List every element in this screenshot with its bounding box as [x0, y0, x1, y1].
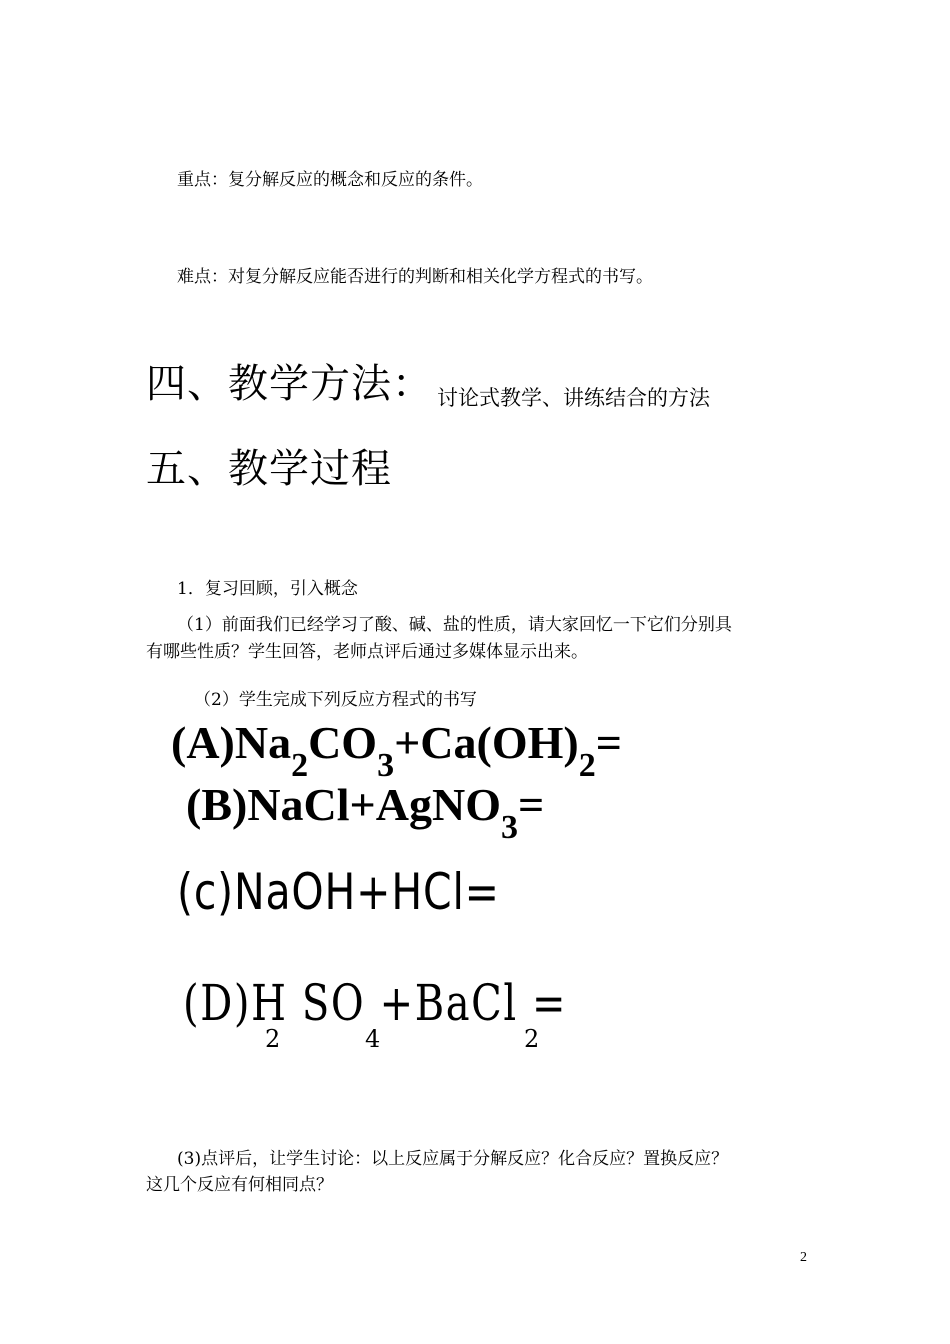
- difficulty-text: 难点：对复分解反应能否进行的判断和相关化学方程式的书写。: [177, 267, 653, 287]
- paragraph1-line1: （1）前面我们已经学习了酸、碱、盐的性质，请大家回忆一下它们分别具: [177, 615, 732, 635]
- focus-text: 重点：复分解反应的概念和反应的条件。: [177, 170, 483, 190]
- section4-heading: 四、教学方法：: [146, 361, 433, 407]
- equation-a: $(A)Na_2CO_3+Ca(OH)_2=$: [171, 717, 622, 784]
- equation-d: (D)H SO +BaCl =: [183, 974, 568, 1032]
- section5-heading: 五、教学过程: [146, 446, 392, 492]
- paragraph1-line2: 有哪些性质？学生回答，老师点评后通过多媒体显示出来。: [146, 642, 588, 662]
- equation-d-subscript-2: 4: [365, 1025, 381, 1053]
- paragraph3-line1: (3)点评后，让学生讨论：以上反应属于分解反应？化合反应？置换反应？: [177, 1149, 729, 1169]
- step1-title: 1．复习回顾，引入概念: [177, 579, 358, 599]
- equation-d-subscript-1: 2: [265, 1025, 281, 1053]
- equation-d-subscript-3: 2: [524, 1025, 540, 1053]
- paragraph3-line2: 这几个反应有何相同点？: [146, 1175, 333, 1195]
- page-number: 2: [800, 1250, 807, 1265]
- teaching-method-text: 讨论式教学、讲练结合的方法: [437, 386, 710, 410]
- paragraph2: （2）学生完成下列反应方程式的书写: [194, 690, 477, 710]
- equation-b: (B)NaCl+AgNO$_3$=: [186, 779, 545, 846]
- equation-c: (c)NaOH+HCl=: [177, 863, 500, 921]
